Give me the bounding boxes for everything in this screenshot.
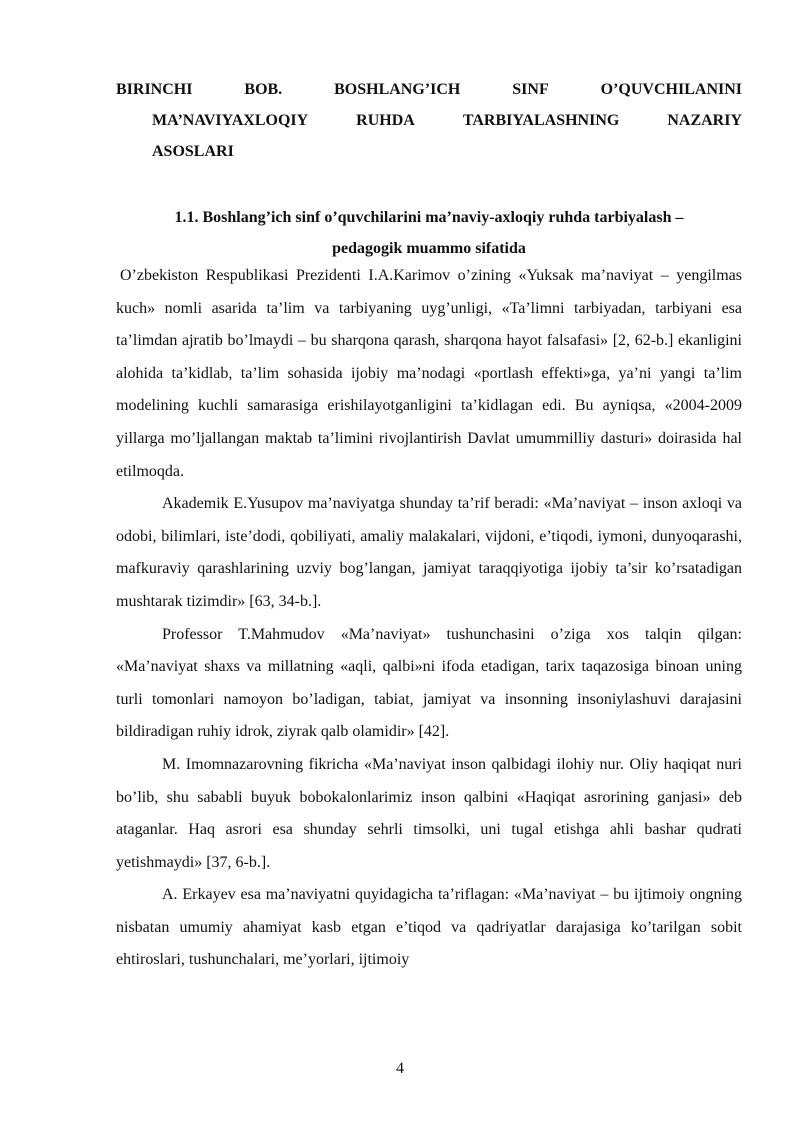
chapter-word: O’QUVCHILANINI bbox=[600, 81, 742, 98]
chapter-title-line-2 bbox=[116, 105, 742, 136]
paragraph: A. Erkayev esa ma’naviyatni quyidagicha ta’riflagan: «Ma’naviyat – bu ijtimoiy ongning nisbatan umumiy ahamiyat kasb etgan e’tiqod va qadriyatlar darajasiga ko’tarilgan sobit ehtiroslari, tushunchalari, me’yorlari, ijtimoiy bbox=[116, 886, 742, 969]
chapter-title-line-1 bbox=[116, 74, 742, 105]
chapter-title bbox=[116, 74, 742, 167]
section-title-line-2: pedagogik muammo sifatida bbox=[332, 240, 526, 257]
paragraph: Akademik E.Yusupov ma’naviyatga shunday ta’rif beradi: «Ma’naviyat – inson axloqi va odobi, bilimlari, iste’dodi, qobiliyati, amaliy malakalari, vijdoni, e’tiqodi, iymoni, dunyoqarashi, mafkuraviy qarashlarining uzviy bog’langan, jamiyat taraqqiyotiga ijobiy ta’sir ko’rsatadigan mushtarak tizimdir» [63, 34-b.]. bbox=[116, 495, 742, 610]
paragraph: Professor T.Mahmudov «Ma’naviyat» tushunchasini o’ziga xos talqin qilgan: «Ma’naviyat shaxs va millatning «aqli, qalbi»ni ifoda etadigan, tarix taqazosiga binoan uning turli tomonlari namoyon bo’ladigan, tabiat, jamiyat va insonning insoniylashuvi darajasini bildiradigan ruhiy idrok, ziyrak qalb olamidir» [42]. bbox=[116, 625, 742, 741]
chapter-title-line-3: ASOSLARI bbox=[152, 143, 234, 160]
page-number: 4 bbox=[396, 1060, 404, 1077]
chapter-word: RUHDA bbox=[356, 112, 415, 129]
chapter-word: MA’NAVIYAXLOQIY bbox=[152, 112, 309, 129]
chapter-word: BIRINCHI bbox=[116, 81, 193, 98]
paragraph: M. Imomnazarovning fikricha «Ma’naviyat inson qalbidagi ilohiy nur. Oliy haqiqat nuri bo’lib, shu sababli buyuk bobokalonlarimiz inson qalbini «Haqiqat asrorining ganjasi» deb ataganlar. Haq asrori esa shunday sehrli timsolki, uni tugal etishga ahli bashar qudrati yetishmaydi» [37, 6-b.]. bbox=[116, 755, 742, 871]
chapter-word: SINF bbox=[512, 81, 549, 98]
section-title-line-1: 1.1. Boshlang’ich sinf o’quvchilarini ma’naviy-axloqiy ruhda tarbiyalash – bbox=[174, 209, 684, 226]
body-text bbox=[116, 260, 742, 977]
chapter-word: BOB. bbox=[244, 81, 283, 98]
chapter-word: BOSHLANG’ICH bbox=[334, 81, 461, 98]
chapter-word: NAZARIY bbox=[667, 112, 742, 129]
paragraph: O’zbekiston Respublikasi Prezidenti I.A.Karimov o’zining «Yuksak ma’naviyat – yengilmas kuch» nomli asarida ta’lim va tarbiyaning uyg’unligi, «Ta’limni tarbiyadan, tarbiyani esa ta’limdan ajratib bo’lmaydi – bu sharqona qarash, sharqona hayot falsafasi» [2, 62-b.] ekanligini alohida ta’kidlab, ta’lim sohasida ijobiy ma’nodagi «portlash effekti»ga, ya’ni yangi ta’lim modelining kuchli samarasiga erishilayotganligini ta’kidlagan edi. Bu ayniqsa, «2004-2009 yillarga mo’ljallangan maktab ta’limini rivojlantirish Davlat umummilliy dasturi» doirasida hal etilmoqda. bbox=[116, 267, 742, 480]
section-title bbox=[116, 202, 742, 264]
chapter-word: TARBIYALASHNING bbox=[462, 112, 620, 129]
